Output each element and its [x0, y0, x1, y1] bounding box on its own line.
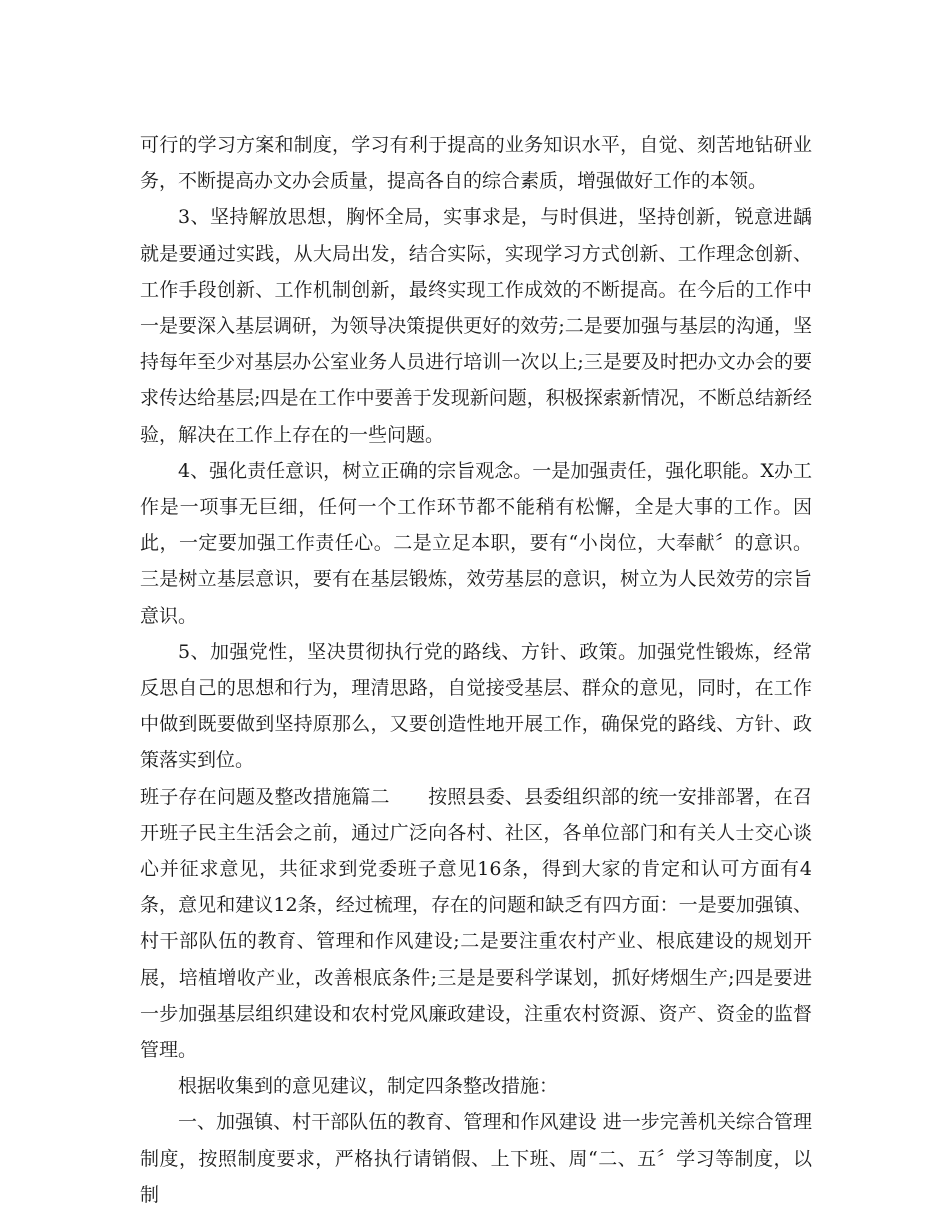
paragraph-measure-one: 一、加强镇、村干部队伍的教育、管理和作风建设 进一步完善机关综合管理制度，按照制度要求，严格执行请销假、上下班、周“二、五〞学习等制度，以制	[140, 1111, 812, 1206]
paragraph-study-plan: 可行的学习方案和制度，学习有利于提高的业务知识水平，自觉、刻苦地钻研业务，不断提高办文办会质量，提高各自的综合素质，增强做好工作的本领。	[140, 134, 812, 193]
paragraph-section-two: 班子存在问题及整改措施篇二 按照县委、县委组织部的统一安排部署，在召开班子民主生活会之前，通过广泛向各村、社区，各单位部门和有关人士交心谈心并征求意见，共征求到党委班子意见16条，得到大家的肯定和认可方面有4条，意见和建议12条，经过梳理，存在的问题和缺乏有四方面：一是要加强镇、村干部队伍的教育、管理和作风建设;二是要注重农村产业、根底建设的规划开展，培植增收产业，改善根底条件;三是是要科学谋划，抓好烤烟生产;四是要进一步加强基层组织建设和农村党风廉政建设，注重农村资源、资产、资金的监督管理。	[140, 785, 812, 1062]
paragraph-item-4: 4、强化责任意识，树立正确的宗旨观念。一是加强责任，强化职能。X办工作是一项事无巨细，任何一个工作环节都不能稍有松懈，全是大事的工作。因此，一定要加强工作责任心。二是立足本职，要有“小岗位，大奉献〞的意识。三是树立基层意识，要有在基层锻炼，效劳基层的意识，树立为人民效劳的宗旨意识。	[140, 459, 812, 627]
paragraph-item-3: 3、坚持解放思想，胸怀全局，实事求是，与时俱进，坚持创新，锐意进龋就是要通过实践，从大局出发，结合实际，实现学习方式创新、工作理念创新、工作手段创新、工作机制创新，最终实现工作成效的不断提高。在今后的工作中一是要深入基层调研，为领导决策提供更好的效劳;二是要加强与基层的沟通，坚持每年至少对基层办公室业务人员进行培训一次以上;三是要及时把办文办会的要求传达给基层;四是在工作中要善于发现新问题，积极探索新情况，不断总结新经验，解决在工作上存在的一些问题。	[140, 206, 812, 446]
paragraph-item-5: 5、加强党性，坚决贯彻执行党的路线、方针、政策。加强党性锻炼，经常反思自己的思想和行为，理清思路，自觉接受基层、群众的意见，同时，在工作中做到既要做到坚持原那么，又要创造性地开展工作，确保党的路线、方针、政策落实到位。	[140, 640, 812, 772]
document-body	[140, 127, 812, 1213]
paragraph-measures-intro: 根据收集到的意见建议，制定四条整改措施：	[178, 1075, 559, 1098]
